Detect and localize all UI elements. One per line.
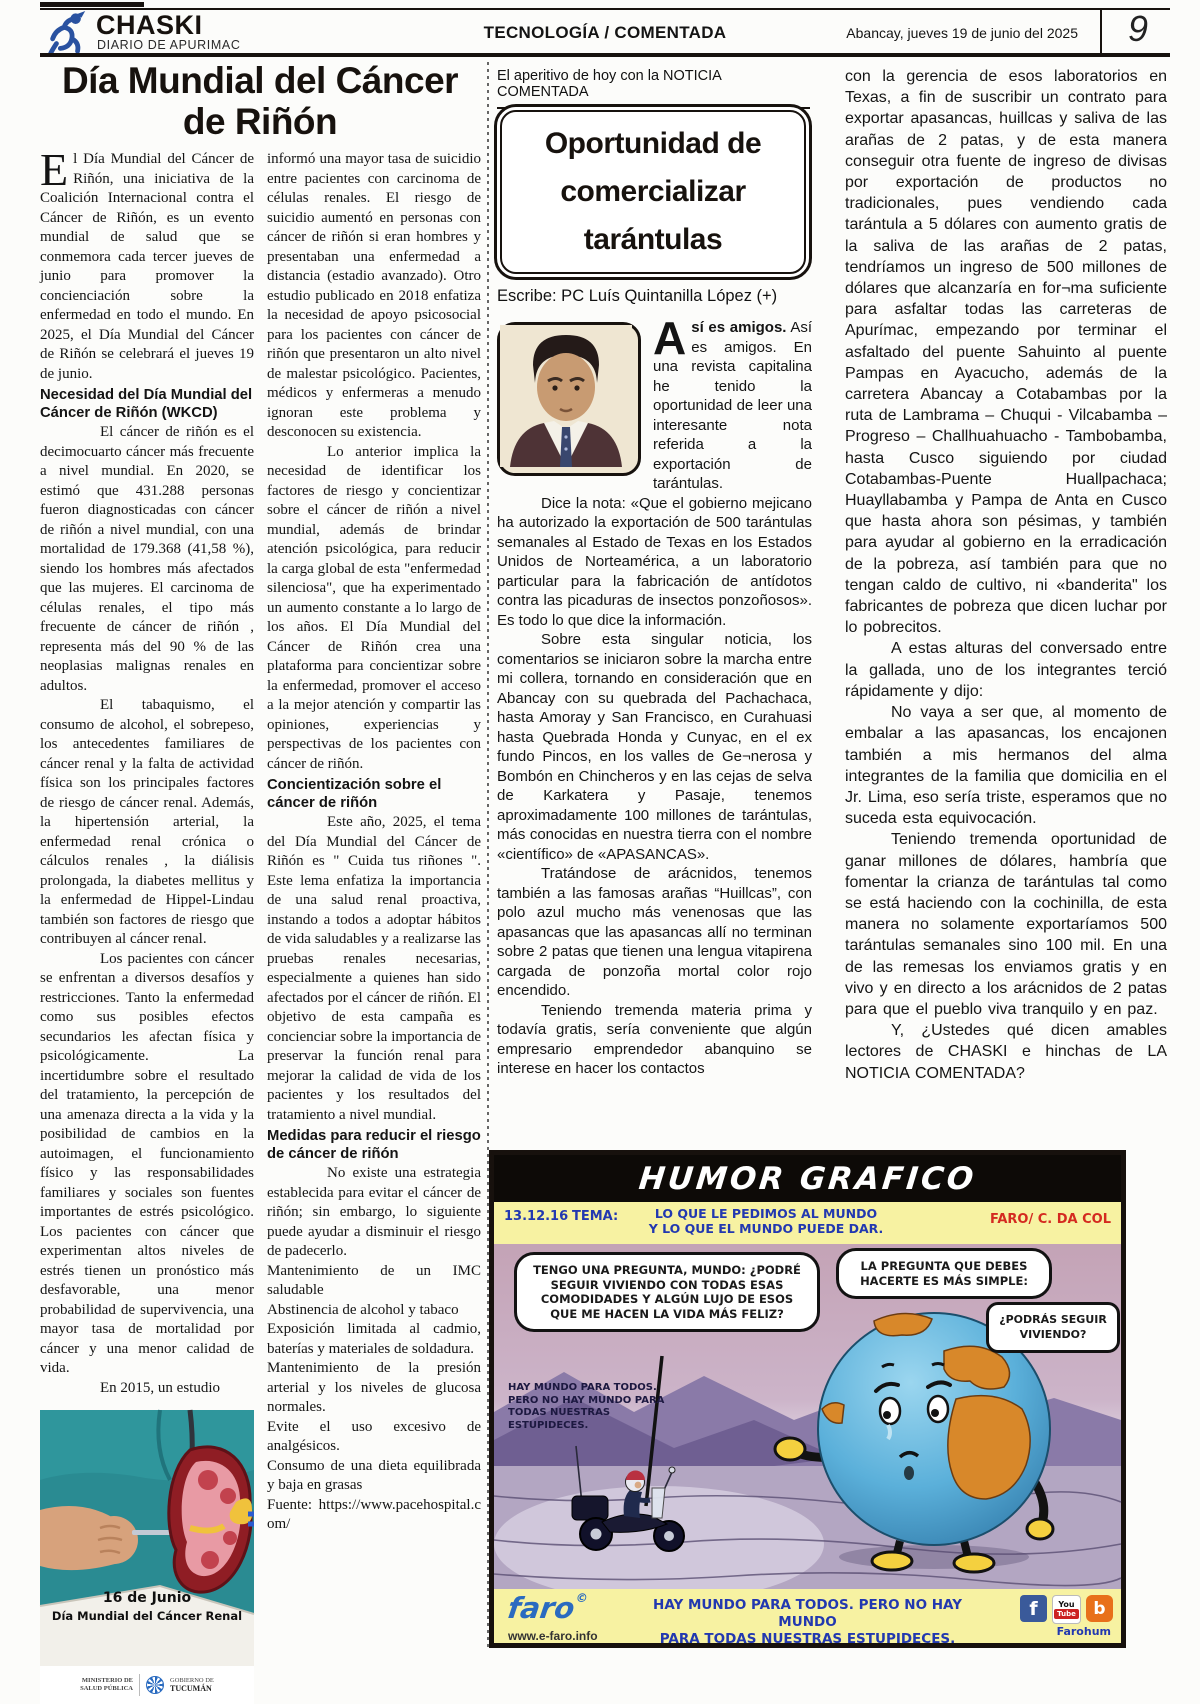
comic-date: 13.12.16 (504, 1209, 569, 1224)
chaski-runner-logo (44, 11, 90, 57)
image-caption-date: 16 de Junio (102, 1589, 192, 1606)
opinion-title: Oportunidad de comercializar tarántulas (544, 127, 762, 256)
list-item: Mantenimiento de un IMC saludable (267, 1262, 481, 1298)
paragraph: Sobre esta singular noticia, los comentarios se iniciaron sobre la marcha entre mi collera, tornando en consideración que en Abancay con su quebrada del Pachachaca, hasta Amoray y San Francisco, en Curahuasi hasta Quebrada Honda y Cunyac, en el ex fundo Pincos, en los valles de Ge¬nerosa y Bombón en Chincheros y en las cejas de selva de Karkatera y Pasaje, tenemos aproximadamente 100 millones de tarántulas, más conocidas en nuestra tierra con el nombre «científico» de «APASANCAS». (497, 631, 812, 863)
opinion-continuation (845, 66, 1167, 1084)
author-photo (497, 322, 641, 476)
byline: Escribe: PC Luís Quintanilla López (+) (497, 287, 778, 305)
paragraph: Y, ¿Ustedes qué dicen amables lectores de CHASKI e hinchas de LA NOTICIA COMENTADA? (845, 1022, 1167, 1082)
government-credit: GOBIERNO DE TUCUMÁN (170, 1676, 214, 1693)
ministry-credit: MINISTERIO DE SALUD PÚBLICA (80, 1677, 134, 1692)
kicker: El aperitivo de hoy con la NOTICIA COMENTADA (497, 68, 810, 109)
facebook-icon: f (1020, 1595, 1047, 1622)
article-column-1 (40, 144, 254, 1693)
tucuman-sun-icon (146, 1676, 164, 1694)
social-caption: Farohum (1056, 1625, 1111, 1638)
header-bottom-rule (40, 53, 1170, 57)
drop-cap: E (40, 144, 69, 195)
article-title: Día Mundial del Cáncer de Riñón (61, 60, 459, 142)
comic-footer (494, 1589, 1121, 1647)
header-divider (1100, 9, 1102, 55)
paragraph: En 2015, un estudio (100, 1379, 220, 1396)
edition-date: Abancay, jueves 19 de junio del 2025 (846, 25, 1078, 41)
youtube-icon: You Tube (1052, 1595, 1081, 1624)
faro-logo: faro© (505, 1591, 589, 1625)
blogger-icon: b (1086, 1595, 1113, 1622)
bold-lead: sí es amigos. (691, 319, 787, 336)
header-cap-rule (40, 2, 144, 7)
drop-cap: A (653, 312, 687, 364)
paragraph: El tabaquismo, el consumo de alcohol, el sobrepeso, los antecedentes familiares de cáncer renal y la falta de actividad física son los principales factores de riesgo de cáncer renal. Además, la hipertensión arterial, la enfermedad renal crónica o cálculos renales , la diálisis prolongada, la diabetes mellitus y la enfermedad de Hippel-Lindau también son factores de riesgo que contribuyen al cáncer renal. (40, 697, 254, 947)
opinion-title-box-inner (500, 110, 806, 274)
paragraph: El Día Mundial del Cáncer de Riñón, una iniciativa de la Coalición Internacional contra el Cáncer de Riñón, es un evento mundial de salud que se conmemora cada tercer jueves de junio para promover la concienciación sobre la enfermedad en todo el mundo. En 2025, el Día Mundial del Cáncer de Riñón se celebrará el jueves 19 de junio. (40, 144, 254, 382)
kidney-awareness-image (40, 1410, 254, 1704)
paragraph: Teniendo tremenda oportunidad de ganar millones de dólares, hambría que fomentar la crianza de tarántulas tal como se está haciendo con la cochinilla, de esta manera no solamente exportaríamos 500 tarántulas semanales sino 100 mil. En una de las remesas los enviamos gratis y en vivo y en directo a los arácnidos de 2 patas para que el pueblo viva tranquilo y en paz. (845, 831, 1167, 1018)
list-item: Abstinencia de alcohol y tabaco (267, 1301, 459, 1318)
page-number: 9 (1127, 8, 1148, 49)
paragraph: No vaya a ser que, al momento de embalar a las apasancas, los encajonen también a mis hermanos del alma integrantes de la familia que domicilia en el Jr. Lima, eso sería triste, esperamos que no suceda esta equivocación. (845, 704, 1167, 828)
comic-theme: LO QUE LE PEDIMOS AL MUNDO Y LO QUE EL MUNDO PUEDE DAR. (648, 1206, 884, 1236)
paragraph: informó una mayor tasa de suicidio entre pacientes con carcinoma de células renales. El riesgo de suicidio aumentó en personas con cáncer de riñón si eran hombres y presentaban una enfermedad a distancia (estadio avanzado). Otro estudio publicado en 2018 enfatiza la necesidad de apoyo psicosocial para los pacientes con cáncer de riñón que presentaron un alto nivel de malestar psicológico. Pacientes, médicos y enfermeras a menudo ignoran este problema y desconocen su existencia. (267, 151, 481, 440)
author-portrait-art (500, 325, 632, 467)
paragraph: Los pacientes con cáncer se enfrentan a diversos desafíos y restricciones. Tanto la enfermedad como sus posibles efectos secundarios les afectan física y psicológicamente. La incertidumbre sobre el resultado del tratamiento, la percepción de una amenaza directa a la vida y la posibilidad de cambios en la autoimagen, el funcionamiento físico y las responsabilidades familiares y sociales son fuentes importantes de estrés psicológico. Los pacientes con cáncer que experimentan altos niveles de estrés tienen un pronóstico más desfavorable, una menor probabilidad de supervivencia, una mayor tasa de mortalidad por cáncer y una menor calidad de vida. (40, 950, 254, 1376)
masthead (40, 10, 1170, 52)
image-credits (40, 1666, 254, 1704)
paragraph: Así es amigos. Así es amigos. En una revista capitalina he tenido la oportunidad de leer una interesante nota referida a la exportación de tarántulas. (653, 312, 812, 492)
subheading: Necesidad del Día Mundial del Cáncer de Riñón (WKCD) (40, 387, 253, 421)
comic-credit: FARO/ C. DA COL (989, 1212, 1111, 1227)
comic-meta-strip (494, 1202, 1121, 1244)
faro-url: www.e-faro.info (508, 1629, 598, 1643)
article-column-2 (267, 150, 481, 1654)
paragraph: Tratándose de arácnidos, tenemos también a las famosas arañas “Huillcas”, con polo azul mucho más venenosas que las apasancas que las apasancas allí no terminan sobre 2 patas que tienen una lengua vitapirena cargada de ponzoña mortal color rojo encendido. (497, 865, 812, 999)
opinion-body (497, 312, 812, 1150)
opinion-title-box (494, 104, 812, 280)
paragraph: Lo anterior implica la necesidad de identificar los factores de riesgo y concientizar sobre el cáncer de riñón a nivel mundial, además de brindar atención psicológica, para reducir la carga global de esta "enfermedad silenciosa", que ha experimentado un aumento constante a lo largo de los años. El Día Mundial del Cáncer de Riñón crea una plataforma para concientizar sobre la enfermedad, promover el acceso a la mejor atención y compartir las opiniones, experiencias y perspectivas de los pacientes con cáncer de riñón. (267, 443, 481, 772)
subheading: Concientización sobre el cáncer de riñón (267, 777, 442, 811)
list-item: Consumo de una dieta equilibrada y baja en grasas (267, 1457, 481, 1493)
paper-subtitle: DIARIO DE APURIMAC (97, 38, 241, 52)
kidney-photo-art (40, 1410, 254, 1666)
comic-scene (494, 1244, 1121, 1589)
paragraph: No existe una estrategia establecida para evitar el cáncer de riñón; sin embargo, lo siguiente puede ayudar a disminuir el riesgo de padecerlo. (267, 1165, 481, 1259)
paper-name: CHASKI (96, 10, 203, 40)
comic-banner (494, 1155, 1121, 1202)
comic-footer-message: HAY MUNDO PARA TODOS. PERO NO HAY MUNDO PARA TODAS NUESTRAS ESTUPIDECES. (653, 1597, 962, 1647)
social-icons (1020, 1595, 1113, 1624)
paragraph: Dice la nota: «Que el gobierno mejicano ha autorizado la exportación de 500 tarántulas semanales al Estado de Texas en los Estados Unidos de Norteamérica, a un laboratorio particular para la fabricación de antídotos contra las picaduras de insectos ponzoñosos». Es todo lo que dice la información. (497, 494, 812, 629)
subheading: Medidas para reducir el riesgo de cáncer de riñón (267, 1128, 481, 1162)
image-caption-title: Día Mundial del Cáncer Renal (51, 1608, 243, 1623)
humor-grafico-comic (489, 1150, 1126, 1648)
source-url: Fuente: https://www.pacehospital.com/ (267, 1496, 481, 1532)
paragraph: Teniendo tremenda materia prima y todavía gratis, sería conveniente que algún empresario emprendedor abanquino se interese en hacer los contactos (497, 1001, 812, 1077)
speech-bubble-earth-2: ¿PODRÁS SEGUIR VIVIENDO? (986, 1302, 1120, 1353)
comic-tema-label: TEMA: (572, 1209, 619, 1224)
comic-banner-title: HUMOR GRAFICO (637, 1160, 978, 1197)
comic-side-note: HAY MUNDO PARA TODOS. PERO NO HAY MUNDO PARA TODAS NUESTRAS ESTUPIDECES. (508, 1382, 665, 1431)
list-item: Mantenimiento de la presión arterial y los niveles de glucosa normales. (267, 1360, 481, 1415)
speech-bubble-earth-1: LA PREGUNTA QUE DEBES HACERTE ES MÁS SIMPLE: (836, 1248, 1052, 1299)
list-item: Evite el uso excesivo de analgésicos. (267, 1418, 481, 1454)
list-item: Exposición limitada al cadmio, baterías y materiales de soldadura. (267, 1321, 481, 1357)
speech-bubble-motorcyclist: TENGO UNA PREGUNTA, MUNDO: ¿PODRÉ SEGUIR VIVIENDO CON TODAS ESAS COMODIDADES Y ALGÚN LUJO DE ESOS QUE ME HACEN LA VIDA MÁS FELIZ? (514, 1252, 820, 1332)
paragraph: Este año, 2025, el tema del Día Mundial del Cáncer de Riñón es " Cuida tus riñones ". Este lema enfatiza la importancia de una salud renal proactiva, instando a todos a adoptar hábitos de vida saludables y a realizarse las pruebas renales necesarias, especialmente a quienes han sido afectados por el cáncer de riñón. El objetivo de esta campaña es concienciar sobre la importancia de preservar la función renal para mejorar la calidad de vida de los pacientes y los resultados del tratamiento a nivel mundial. (267, 814, 481, 1123)
paragraph: A estas alturas del conversado entre la gallada, uno de los integrantes terció rápidamente y dijo: (845, 640, 1167, 700)
section-title: TECNOLOGÍA / COMENTADA (483, 23, 727, 42)
paragraph: con la gerencia de esos laboratorios en Texas, a fin de suscribir un contrato para exportar apasancas, huillcas y saliva de las arañas de 2 patas, y de esta manera conseguir otra fuente de ingreso de divisas por exportación de productos no tradicionales, pues vendiendo cada tarántula a 5 dólares con aumento gratis de la saliva de las arañas de 2 patas, tendríamos un ingreso de 500 millones de dólares que alcanzaría en for¬ma suficiente para asfaltar todas las carreteras de Apurímac, empezando por terminar el asfaltado del puente Sahuinto al puente Pampas en Ayacucho, además de la carretera Abancay a Cotabambas por la ruta de Lambrama – Chuqui - Vilcabamba – Progreso – Challhuahuacho - Tambobamba, hasta Cusco siguiendo por ciudad Cotabambas-Puente Huallpachaca; Huayllabamba y Pampa de Anta en Cusco que hasta ahora son pésimas, y también para ayudar al gobierno en la erradicación de la pobreza, así también para que no tengan caldo de cultivo, ni «banderita" los fabricantes de pobreza que dicen luchar por lo pobrecitos. (845, 68, 1167, 637)
credit-divider (139, 1674, 140, 1696)
paragraph: El cáncer de riñón es el decimocuarto cáncer más frecuente a nivel mundial. En 2020, se estimó que 431.288 personas fueron diagnosticadas con cáncer de riñón a nivel mundial, con una mortalidad de 179.368 (41,58 %), siendo los hombres más afectados que las mujeres. El carcinoma de células renales, el tipo más frecuente de cáncer de riñón , representa más del 90 % de las neoplasias malignas renales en adultos. (40, 424, 254, 694)
